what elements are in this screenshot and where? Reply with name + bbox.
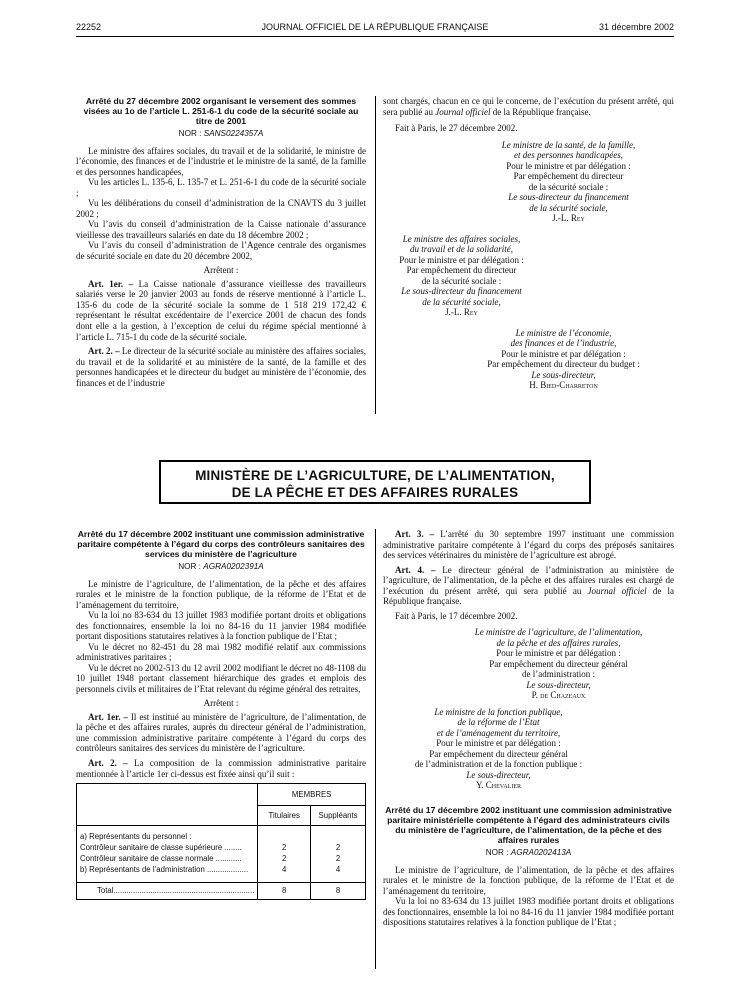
journal-title: JOURNAL OFFICIEL DE LA RÉPUBLIQUE FRANÇAISE — [261, 22, 489, 32]
arrete2-column-left — [76, 529, 366, 900]
arrete3-nor-code: AGRA0202413A — [510, 848, 572, 858]
arrete2-article-2: Art. 2. – La composition de la commission administrative paritaire mentionnée à l’article 1er ci-dessus est fixée ainsi qu’il suit : — [76, 757, 366, 779]
table-row: Contrôleur sanitaire de classe supérieure ........ 2 2 — [77, 842, 366, 853]
arrete2-arretent: Arrêtent : — [203, 698, 239, 709]
arrete1-article-1: Art. 1er. – La Caisse nationale d’assurance vieillesse des travailleurs salariés verse le 20 janvier 2003 au fonds de réserve mentionné à l’article L. 135-6 du code de la sécurité sociale la somme de 1 518 219 172,42 € représentant le résultat excédentaire de l’exercice 2001 de chacun des fonds dont elle a la gestion, à l’exception de celui du régime spécial mentionné à l’article L. 715-1 du code de la sécurité sociale. — [76, 278, 367, 342]
arrete1-arretent: Arrêtent : — [203, 265, 239, 276]
signatory-name: P. de Chazeaux — [531, 690, 586, 701]
table-row: b) Représentants de l’administration ................... 4 4 — [77, 864, 366, 883]
arrete1-column-left — [76, 96, 366, 388]
table-col-titulaires: Titulaires — [258, 806, 311, 826]
table-total-row: Total................................................................. 8 8 — [77, 883, 366, 899]
arrete3-para: Vu la loi no 83-634 du 13 juillet 1983 modifiée portant droits et obligations des fonctionnaires, ensemble la loi no 84-16 du 11 janvier 1984 modifiée portant dispositions statutaires relatives à la fonction publique de l’Etat ; — [383, 896, 674, 928]
ministry-banner: MINISTÈRE DE L’AGRICULTURE, DE L’ALIMENTATION, DE LA PÊCHE ET DES AFFAIRES RURALES — [159, 460, 591, 504]
signatory-name: J.-L. Rey — [445, 307, 478, 318]
table-row: Contrôleur sanitaire de classe normale ............ 2 2 — [77, 853, 366, 864]
page-number: 22252 — [76, 22, 102, 32]
signatory-name: Y. Chevalier — [475, 780, 522, 791]
arrete2-signature-fonction-publique: Le ministre de la fonction publique, de la réforme de l’Etat et de l’aménagement du territoire, Pour le ministre et par délégation : Par empêchement du directeur général de l’administration et de la fonction publique : Le sous-directeur, Y. Chevalier — [383, 707, 614, 791]
arrete1-signature-sante: Le ministre de la santé, de la famille, et des personnes handicapées, Pour le ministre et par délégation : Par empêchement du directeur de la sécurité sociale : Le sous-directeur du financement de la sécurité sociale, J.-L. Rey — [463, 140, 674, 224]
arrete2-article-3: Art. 3. – L’arrêté du 30 septembre 1997 instituant une commission administrative paritaire compétente à l’égard du corps des préposés sanitaires des services vétérinaires du ministère de l’agriculture est abrogé. — [383, 529, 674, 561]
arrete2-nor-code: AGRA0202391A — [203, 562, 264, 572]
arrete2-para: Vu le décret no 82-451 du 28 mai 1982 modifié relatif aux commissions administratives paritaires ; — [76, 641, 366, 663]
table-header-members: MEMBRES — [258, 784, 366, 806]
arrete1-article-2: Art. 2. – Le directeur de la sécurité sociale au ministère des affaires sociales, du travail et de la solidarité et au ministère de la santé, de la famille et des personnes handicapées et le directeur du budget au ministère de l’économie, des finances et de l’industrie — [76, 346, 366, 388]
arrete3-title: Arrêté du 17 décembre 2002 instituant une commission administrative paritaire ministérielle compétente à l’égard des administrateurs civils du ministère de l’agriculture, de l’alimentation, de la pêche et des affaires rurales — [385, 804, 672, 845]
arrete2-column-right — [383, 529, 674, 928]
page-header — [76, 22, 674, 36]
arrete1-para: Le ministre des affaires sociales, du travail et de la solidarité, le ministre de l’économie, des finances et de l’industrie et le ministre de la santé, de la famille et des personnes handicapées, — [76, 145, 366, 177]
arrete1-done-at: Fait à Paris, le 27 décembre 2002. — [395, 123, 518, 134]
arrete1-para: Vu les articles L. 135-6, L. 135-7 et L. 251-6-1 du code de la sécurité sociale ; — [76, 177, 366, 198]
arrete2-para: Vu la loi no 83-634 du 13 juillet 1983 modifiée portant droits et obligations des fonctionnaires, ensemble la loi no 84-16 du 11 janvier 1984 modifiée portant dispositions statutaires relatives à la fonction publique de l’Etat ; — [76, 610, 366, 642]
arrete2-done-at: Fait à Paris, le 17 décembre 2002. — [395, 610, 518, 621]
arrete1-nor: NOR : SANS0224357A — [178, 129, 264, 139]
arrete1-article-2-cont: sont chargés, chacun en ce qui le concerne, de l’exécution du présent arrêté, qui sera publié au Journal officiel de la République française. — [383, 96, 674, 117]
arrete2-article-1: Art. 1er. – Il est institué au ministère de l’agriculture, de l’alimentation, de la pêche et des affaires rurales, auprès du directeur général de l’administration, une commission administrative paritaire compétente à l’égard du corps des contrôleurs sanitaires des services du ministère de l’agriculture. — [76, 711, 367, 754]
header-rule — [76, 36, 674, 37]
arrete2-article-4: Art. 4. – Le directeur général de l’administration au ministère de l’agriculture, de l’alimentation, de la pêche et des affaires rurales est chargé de l’exécution du présent arrêté, qui sera publié au Journal officiel de la République française. — [383, 564, 675, 607]
arrete3-para: Le ministre de l’agriculture, de l’alimentation, de la pêche et des affaires rurales et le ministre de la fonction publique, de la réforme de l’Etat et de l’aménagement du territoire, — [383, 864, 674, 896]
arrete1-column-right — [383, 96, 674, 391]
arrete2-title: Arrêté du 17 décembre 2002 instituant une commission administrative paritaire compétente à l’égard du corps des contrôleurs sanitaires des services du ministère de l’agriculture — [77, 529, 365, 560]
arrete3-nor: NOR : AGRA0202413A — [485, 848, 572, 858]
table-header-row — [77, 784, 366, 806]
arrete1-para: Vu les délibérations du conseil d’administration de la CNAVTS du 3 juillet 2002 ; — [76, 198, 366, 219]
arrete1-para: Vu l’avis du conseil d’administration de la Caisse nationale d’assurance vieillesse des travailleurs salariés en date du 18 décembre 2002 ; — [76, 219, 366, 240]
arrete1-nor-code: SANS0224357A — [203, 129, 264, 139]
arrete1-para: Vu l’avis du conseil d’administration de l’Agence centrale des organismes de sécurité sociale en date du 20 décembre 2002, — [76, 240, 366, 261]
arrete1-title: Arrêté du 27 décembre 2002 organisant le versement des sommes visées au 1o de l’article L. 251-6-1 du code de la sécurité sociale au titre de 2001 — [83, 96, 359, 127]
column-divider — [375, 529, 376, 969]
arrete1-signature-affaires-sociales: Le ministre des affaires sociales, du travail et de la solidarité, Pour le ministre et par délégation : Par empêchement du directeur de la sécurité sociale : Le sous-directeur du financement de la sécurité sociale, J.-L. Rey — [369, 234, 554, 318]
arrete2-nor: NOR : AGRA0202391A — [178, 562, 264, 572]
table-col-suppleants: Suppléants — [311, 806, 366, 826]
arrete1-signature-economie: Le ministre de l’économie, des finances et de l’industrie, Pour le ministre et par délégation : Par empêchement du directeur du budget : Le sous-directeur, H. Bied-Charreton — [453, 328, 674, 391]
arrete2-para: Le ministre de l’agriculture, de l’alimentation, de la pêche et des affaires rurales et le ministre de la fonction publique, de la réforme de l’Etat et de l’aménagement du territoire, — [76, 578, 366, 610]
table-row: a) Représentants du personnel : — [77, 826, 366, 843]
commission-composition-table — [76, 783, 366, 900]
arrete2-signature-agriculture: Le ministre de l’agriculture, de l’alimentation, de la pêche et des affaires rurales, Pour le ministre et par délégation : Par empêchement du directeur général de l’administration : Le sous-directeur, P. de Chazeaux — [443, 627, 674, 701]
signatory-name: H. Bied-Charreton — [529, 380, 598, 391]
arrete2-para: Vu le décret no 2002-513 du 12 avril 2002 modifiant le décret no 48-1108 du 10 juillet 1948 portant classement hiérarchique des grades et emplois des personnels civils et militaires de l’Etat relevant du régime général des retraites, — [76, 662, 366, 694]
issue-date: 31 décembre 2002 — [598, 22, 674, 32]
signatory-name: J.-L. Rey — [552, 213, 585, 224]
